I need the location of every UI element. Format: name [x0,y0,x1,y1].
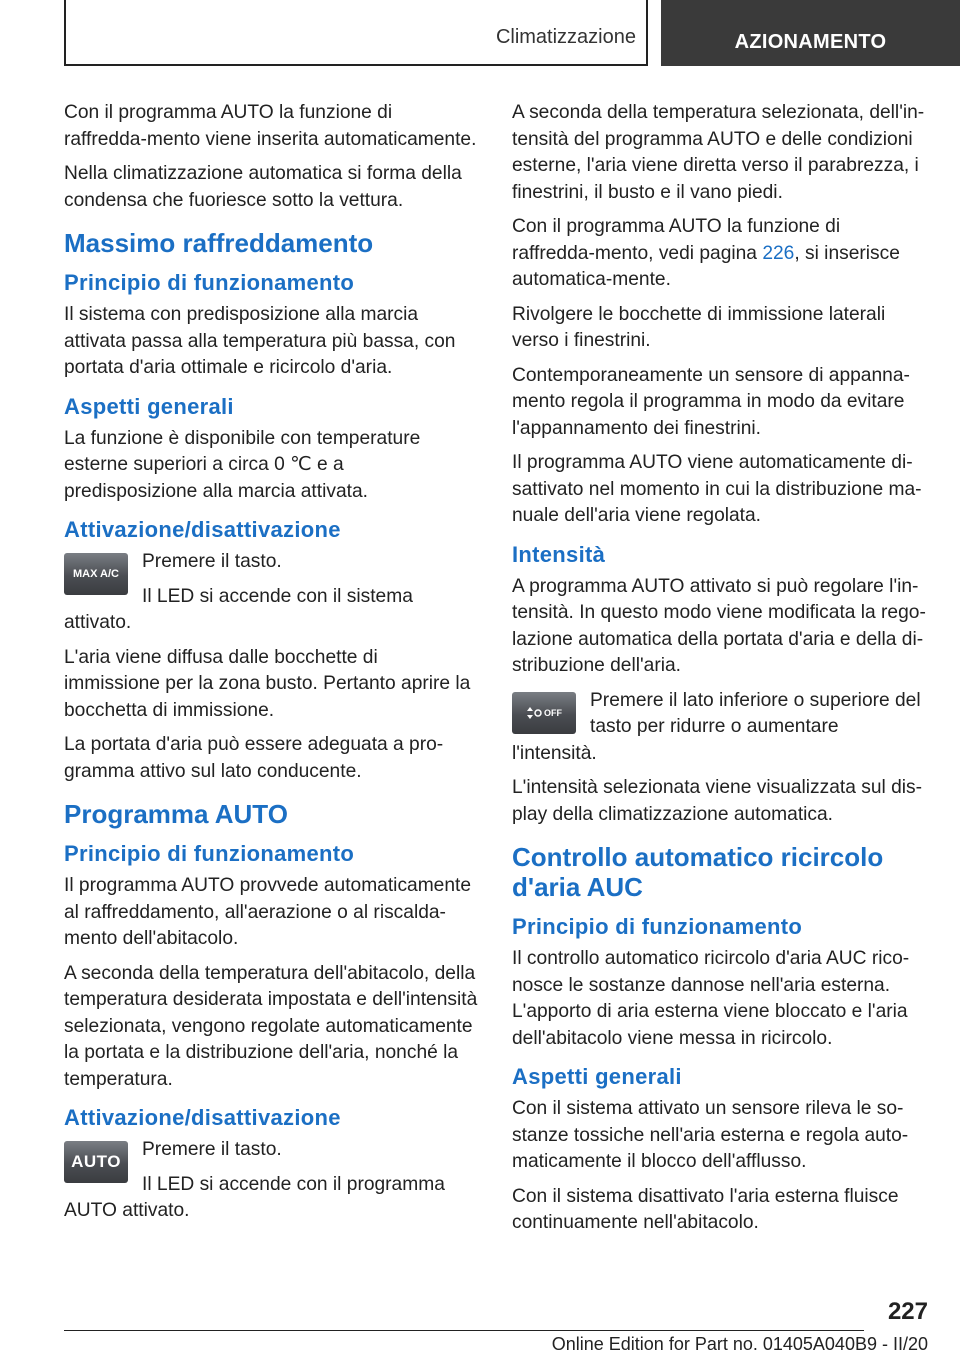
subheading-general: Aspetti generali [512,1064,682,1089]
paragraph: Il programma AUTO viene automaticamente di-sattivato nel momento in cui la distribuzione ma-nuale dell'aria viene regolata. [512,452,922,526]
paragraph: La funzione è disponibile con temperature esterne superiori a circa 0 ℃ e a predisposizione alla marcia attivata. [64,427,421,502]
heading-max-cooling: Massimo raffreddamento [64,228,374,258]
paragraph: Il controllo automatico ricircolo d'aria AUC rico-nosce le sostanze dannose nell'aria esterna. L'apporto di aria esterna viene bloccato e l'aria dell'abitacolo viene messa in ricircolo. [512,948,910,1049]
paragraph: Con il programma AUTO la funzione di raffredda-mento viene inserita automaticamente. [64,102,477,150]
subheading-principle: Principio di funzionamento [512,914,803,939]
edition-note: Online Edition for Part no. 01405A040B9 - II/20 [551,1334,928,1354]
fan-icon [526,706,544,720]
paragraph: Rivolgere le bocchette di immissione laterali verso i finestrini. [512,303,886,351]
chapter-tab: AZIONAMENTO [661,0,960,66]
paragraph: Premere il tasto. [142,1139,282,1160]
subheading-general: Aspetti generali [64,393,234,419]
paragraph: Nella climatizzazione automatica si forma della condensa che fuoriesce sotto la vettura. [64,163,462,211]
subheading-intensity: Intensità [512,541,606,567]
left-column [64,100,478,1233]
right-column [512,100,926,1245]
intensity-instruction [512,688,926,776]
paragraph-with-link: Con il programma AUTO la funzione di raffredda-mento, vedi pagina 226, si inserisce automatica-mente. [512,216,900,290]
maxac-instruction [64,549,478,645]
subheading-activation: Attivazione/disattivazione [64,517,341,542]
subheading-principle: Principio di funzionamento [64,841,355,866]
paragraph: Contemporaneamente un sensore di appanna-mento regola il programma in modo da evitare l'appannamento dei finestrini. [512,364,910,439]
paragraph: Premere il tasto. [142,551,282,572]
paragraph: Il programma AUTO provvede automaticamente al raffreddamento, all'aerazione o al riscalda-mento dell'abitacolo. [64,875,472,949]
paragraph: Con il sistema disattivato l'aria esterna fluisce continuamente nell'abitacolo. [512,1185,899,1233]
paragraph: Con il sistema attivato un sensore rileva le so-stanze tossiche nell'aria esterna e regola auto-maticamente il blocco dell'afflusso. [512,1098,909,1172]
heading-auc: Controllo automatico ricircolo d'aria AUC [512,842,884,902]
paragraph: A seconda della temperatura dell'abitacolo, della temperatura desiderata impostata e dell'intensità selezionata, vengono regolate automaticamente la portata e la distribuzione dell'aria, nonché la temperatura. [64,962,478,1090]
heading-auto-program: Programma AUTO [64,799,288,829]
page-number: 227 [887,1298,928,1325]
auto-instruction [64,1137,478,1233]
header-divider-mid [646,0,648,66]
paragraph: A programma AUTO attivato si può regolare l'in-tensità. In questo modo viene modificata la rego-lazione automatica della portata d'aria e della di-stribuzione dell'aria. [512,575,926,676]
subheading-principle: Principio di funzionamento [64,270,355,295]
paragraph: Premere il lato inferiore o superiore del tasto per ridurre o aumentare l'intensità. [512,689,921,764]
footer-rule [64,1330,864,1331]
max-ac-button-icon: MAX A/C [64,553,128,595]
header-rule [64,64,648,66]
paragraph: Il LED si accende con il programma AUTO attivato. [64,1173,445,1221]
paragraph: Il sistema con predisposizione alla marcia attivata passa alla temperatura più bassa, con portata d'aria ottimale e ricircolo d'aria. [64,304,456,378]
section-title: Climatizzazione [495,26,636,48]
fan-intensity-button-icon: OFF [512,692,576,734]
auto-button-icon: AUTO [64,1141,128,1183]
subheading-activation: Attivazione/disattivazione [64,1105,341,1130]
header-divider-left [64,0,66,66]
paragraph: A seconda della temperatura selezionata, dell'in-tensità del programma AUTO e delle condizioni esterne, l'aria viene diretta verso il parabrezza, i finestrini, il busto e il vano piedi. [512,102,925,203]
paragraph: L'intensità selezionata viene visualizzata sul dis-play della climatizzazione automatica. [512,777,923,825]
page-link[interactable]: 226 [762,242,795,264]
paragraph: La portata d'aria può essere adeguata a pro-gramma attivo sul lato conducente. [64,734,444,782]
paragraph: Il LED si accende con il sistema attivato. [64,585,413,633]
paragraph: L'aria viene diffusa dalle bocchette di immissione per la zona busto. Pertanto aprire la bocchetta di immissione. [64,646,471,721]
